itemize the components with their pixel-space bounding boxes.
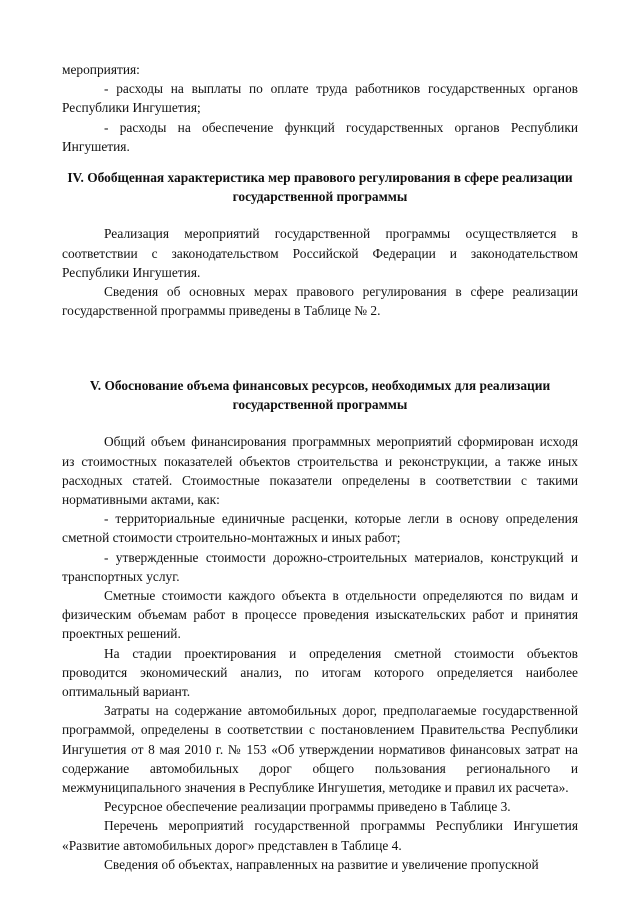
paragraph: мероприятия: xyxy=(62,62,140,77)
section-4 xyxy=(62,168,578,320)
paragraph: Ресурсное обеспечение реализации программы приведено в Таблице 3. xyxy=(104,799,511,815)
section-heading: IV. Обобщенная характеристика мер правового регулирования в сфере реализации государственной программы xyxy=(67,170,573,205)
paragraph: Сведения об основных мерах правового регулирования в сфере реализации государственной программы приведены в Таблице № 2. xyxy=(62,284,578,319)
paragraph: Общий объем финансирования программных мероприятий сформирован исходя из стоимостных показателей объектов строительства и реконструкции, а также иных расходных статей. Стоимостные показатели определены в соответствии с такими нормативными актами, как: xyxy=(62,434,578,508)
paragraph: - утвержденные стоимости дорожно-строительных материалов, конструкций и транспортных услуг. xyxy=(62,549,578,584)
paragraph: - расходы на обеспечение функций государственных органов Республики Ингушетия. xyxy=(62,119,578,154)
paragraph: Сведения об объектах, направленных на развитие и увеличение пропускной xyxy=(104,856,539,872)
paragraph: Перечень мероприятий государственной программы Республики Ингушетия «Развитие автомобильных дорог» представлен в Таблице 4. xyxy=(62,818,578,853)
section-5 xyxy=(62,376,578,874)
paragraph: На стадии проектирования и определения сметной стоимости объектов проводится экономический анализ, по итогам которого определяется наиболее оптимальный вариант. xyxy=(62,645,578,700)
paragraph: Затраты на содержание автомобильных дорог, предполагаемые государственной программой, определены в соответствии с постановлением Правительства Республики Ингушетия от 8 мая 2010 г. № 153 «Об утверждении нормативов финансовых затрат на содержание автомобильных дорог общего пользования регионального и межмуниципального значения в Республике Ингушетия, методике и правил их расчета». xyxy=(62,703,578,796)
section-heading: V. Обоснование объема финансовых ресурсов, необходимых для реализации государственной программы xyxy=(89,378,551,413)
paragraph: Сметные стоимости каждого объекта в отдельности определяются по видам и физическим объемам работ в процессе проведения изыскательских работ и принятия проектных решений. xyxy=(62,588,578,642)
continuation-block xyxy=(62,60,578,156)
paragraph: - территориальные единичные расценки, которые легли в основу определения сметной стоимости строительно-монтажных и иных работ; xyxy=(62,511,578,546)
paragraph: Реализация мероприятий государственной программы осуществляется в соответствии с законодательством Российской Федерации и законодательством Республики Ингушетия. xyxy=(62,226,578,280)
paragraph: - расходы на выплаты по оплате труда работников государственных органов Республики Ингушетия; xyxy=(62,81,578,116)
